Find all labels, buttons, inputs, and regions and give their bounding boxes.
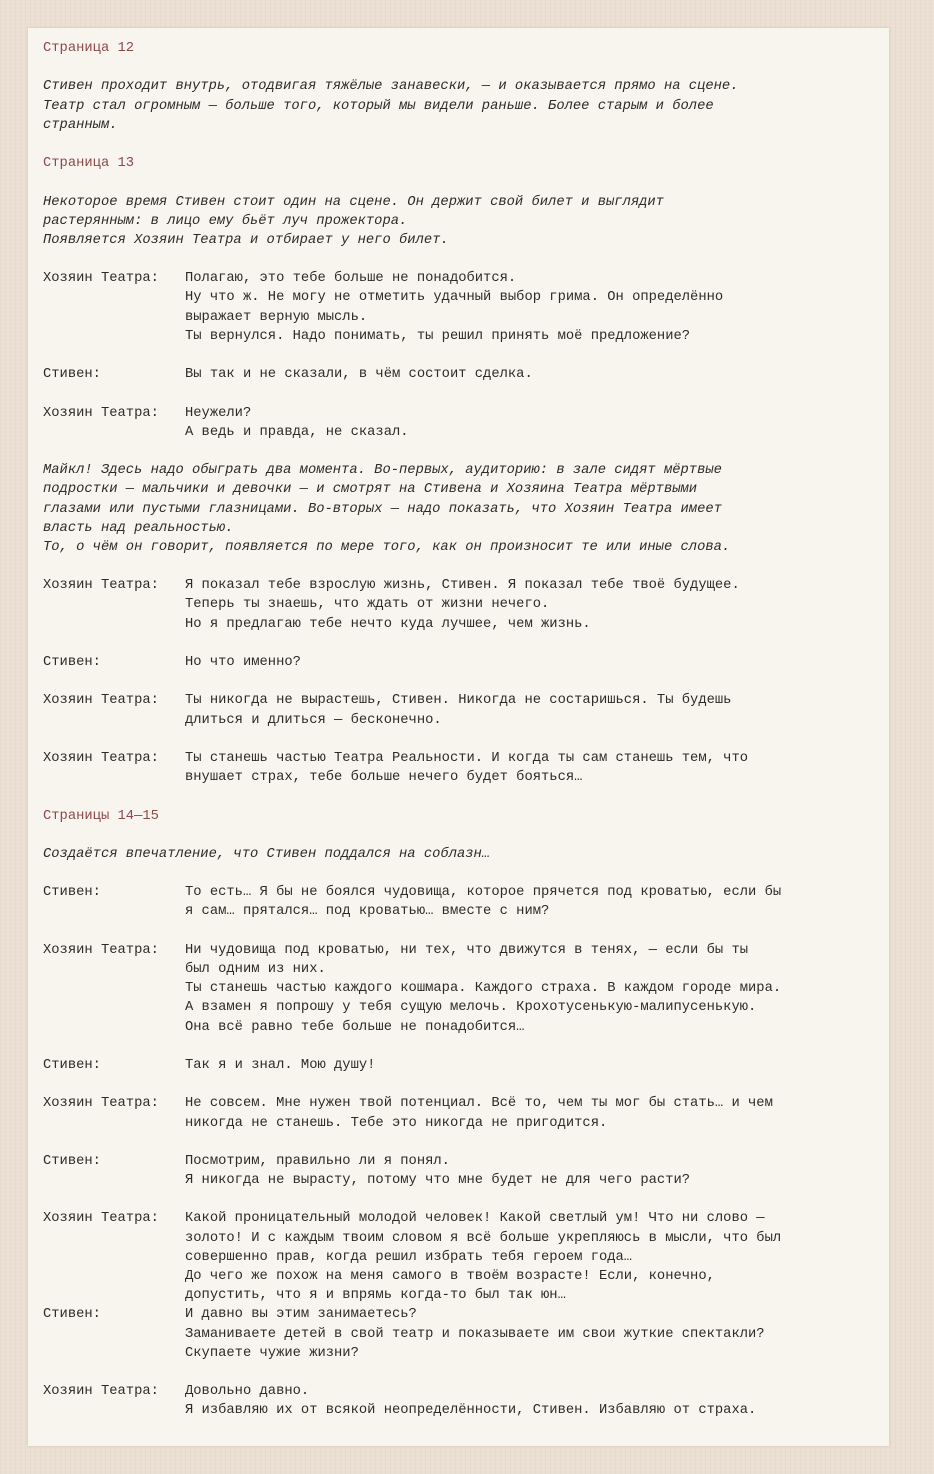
dialogue-line xyxy=(43,960,883,979)
script-page xyxy=(28,28,889,1446)
speaker-name: Хозяин Театра: xyxy=(43,578,159,594)
stage-direction-line: Появляется Хозяин Театра и отбирает у него билет. xyxy=(43,232,449,248)
blank-line xyxy=(43,346,883,365)
stage-direction-line: Создаётся впечатление, что Стивен поддался на соблазн… xyxy=(43,846,491,862)
blank-line xyxy=(43,1037,883,1056)
blank-line xyxy=(43,135,883,154)
blank-line xyxy=(43,730,883,749)
dialogue-text: Полагаю, это тебе больше не понадобится. xyxy=(185,271,517,287)
stage-direction-line: Майкл! Здесь надо обыграть два момента. Во-первых, аудиторию: в зале сидят мёртвые xyxy=(43,463,722,479)
dialogue-text: Вы так и не сказали, в чём состоит сделка. xyxy=(185,367,533,383)
dialogue-text: Ну что ж. Не могу не отметить удачный выбор грима. Он определённо xyxy=(185,290,724,306)
speaker-name: Хозяин Театра: xyxy=(43,693,159,709)
dialogue-line xyxy=(43,1056,883,1075)
dialogue-line xyxy=(43,595,883,614)
blank-line xyxy=(43,864,883,883)
dialogue-line xyxy=(43,941,883,960)
dialogue-text: Заманиваете детей в свой театр и показываете им свои жуткие спектакли? xyxy=(185,1326,765,1342)
dialogue-line xyxy=(43,979,883,998)
dialogue-line xyxy=(43,711,883,730)
dialogue-text: Какой проницательный молодой человек! Какой светлый ум! Что ни слово — xyxy=(185,1211,765,1227)
dialogue-text: совершенно прав, когда решил избрать тебя героем года… xyxy=(185,1249,633,1265)
dialogue-line xyxy=(43,902,883,921)
dialogue-text: Неужели? xyxy=(185,405,252,421)
dialogue-text: допустить, что я и впрямь когда-то был так юн… xyxy=(185,1288,566,1304)
speaker-name: Стивен: xyxy=(43,367,101,383)
stage-direction-line: подростки — мальчики и девочки — и смотрят на Стивена и Хозяина Театра мёртвыми xyxy=(43,482,698,498)
speaker-name: Стивен: xyxy=(43,1153,101,1169)
speaker-name: Хозяин Театра: xyxy=(43,405,159,421)
script-text xyxy=(43,39,883,1421)
dialogue-line xyxy=(43,1018,883,1037)
dialogue-line xyxy=(43,1401,883,1420)
dialogue-text: Теперь ты знаешь, что ждать от жизни нечего. xyxy=(185,597,550,613)
speaker-name: Хозяин Театра: xyxy=(43,1211,159,1227)
dialogue-line xyxy=(43,288,883,307)
dialogue-text: был одним из них. xyxy=(185,962,326,977)
dialogue-text: Скупаете чужие жизни? xyxy=(185,1345,359,1361)
dialogue-text: И давно вы этим занимаетесь? xyxy=(185,1307,417,1323)
dialogue-text: А ведь и правда, не сказал. xyxy=(185,424,409,440)
dialogue-line xyxy=(43,423,883,442)
speaker-name: Хозяин Театра: xyxy=(43,750,159,766)
dialogue-line xyxy=(43,365,883,384)
blank-line xyxy=(43,634,883,653)
dialogue-text: До чего же похож на меня самого в твоём возрасте! Если, конечно, xyxy=(185,1269,715,1284)
dialogue-text: никогда не станешь. Тебе это никогда не пригодится. xyxy=(185,1115,608,1131)
dialogue-text: Ты вернулся. Надо понимать, ты решил принять моё предложение? xyxy=(185,328,691,344)
speaker-name: Стивен: xyxy=(43,885,101,901)
dialogue-line xyxy=(43,576,883,595)
dialogue-text: внушает страх, тебе больше нечего будет бояться… xyxy=(185,770,583,786)
dialogue-line xyxy=(43,691,883,710)
blank-line xyxy=(43,1075,883,1094)
dialogue-text: выражает верную мысль. xyxy=(185,309,368,325)
dialogue-line xyxy=(43,1248,883,1267)
dialogue-text: Довольно давно. xyxy=(185,1384,310,1400)
dialogue-text: А взамен я попрошу у тебя сущую мелочь. Крохотусенькую-малипусенькую. xyxy=(185,1000,757,1016)
dialogue-line xyxy=(43,269,883,288)
blank-line xyxy=(43,442,883,461)
dialogue-text: я сам… прятался… под кроватью… вместе с ним? xyxy=(185,904,550,920)
stage-direction-line: растерянным: в лицо ему бьёт луч прожектора. xyxy=(43,213,408,229)
dialogue-text: То есть… Я бы не боялся чудовища, которое прячется под кроватью, если бы xyxy=(185,885,782,901)
dialogue-text: Но я предлагаю тебе нечто куда лучшее, чем жизнь. xyxy=(185,616,591,632)
dialogue-line xyxy=(43,1114,883,1133)
dialogue-line xyxy=(43,1305,883,1324)
dialogue-text: Ты станешь частью каждого кошмара. Каждого страха. В каждом городе мира. xyxy=(185,981,782,997)
stage-direction-line: То, о чём он говорит, появляется по мере того, как он произносит те или иные слова. xyxy=(43,539,731,555)
dialogue-line xyxy=(43,1286,883,1305)
blank-line xyxy=(43,384,883,403)
dialogue-text: длиться и длиться — бесконечно. xyxy=(185,712,442,728)
dialogue-line xyxy=(43,998,883,1017)
stage-direction-line: Стивен проходит внутрь, отодвигая тяжёлые занавески, — и оказывается прямо на сцене. xyxy=(43,79,739,95)
page-heading: Страница 12 xyxy=(43,41,135,56)
dialogue-line xyxy=(43,615,883,634)
dialogue-text: Так я и знал. Мою душу! xyxy=(185,1057,376,1073)
dialogue-text: Она всё равно тебе больше не понадобится… xyxy=(185,1019,525,1035)
dialogue-text: Не совсем. Мне нужен твой потенциал. Всё то, чем ты мог бы стать… и чем xyxy=(185,1096,773,1112)
stage-direction-line: Некоторое время Стивен стоит один на сцене. Он держит свой билет и выглядит xyxy=(43,194,664,210)
dialogue-line xyxy=(43,653,883,672)
dialogue-text: Посмотрим, правильно ли я понял. xyxy=(185,1153,450,1169)
dialogue-line xyxy=(43,1229,883,1248)
speaker-name: Хозяин Театра: xyxy=(43,1096,159,1112)
dialogue-line xyxy=(43,768,883,787)
blank-line xyxy=(43,1190,883,1209)
dialogue-line xyxy=(43,327,883,346)
dialogue-line xyxy=(43,1325,883,1344)
speaker-name: Хозяин Театра: xyxy=(43,271,159,287)
page-heading: Страницы 14—15 xyxy=(43,808,159,824)
blank-line xyxy=(43,1133,883,1152)
dialogue-line xyxy=(43,308,883,327)
speaker-name: Стивен: xyxy=(43,1307,101,1323)
dialogue-line xyxy=(43,1382,883,1401)
dialogue-line xyxy=(43,404,883,423)
dialogue-text: Ни чудовища под кроватью, ни тех, что движутся в тенях, — если бы ты xyxy=(185,942,749,958)
dialogue-text: золото! И с каждым твоим словом я всё больше укрепляюсь в мысли, что был xyxy=(185,1230,782,1246)
blank-line xyxy=(43,787,883,806)
dialogue-text: Ты никогда не вырастешь, Стивен. Никогда не состаришься. Ты будешь xyxy=(185,693,732,709)
dialogue-line xyxy=(43,883,883,902)
stage-direction-line: Театр стал огромным — больше того, который мы видели раньше. Более старым и более xyxy=(43,98,714,114)
page-heading: Страница 13 xyxy=(43,156,135,172)
speaker-name: Хозяин Театра: xyxy=(43,942,159,958)
dialogue-line xyxy=(43,1171,883,1190)
speaker-name: Стивен: xyxy=(43,1057,101,1073)
dialogue-text: Но что именно? xyxy=(185,655,301,670)
stage-direction-line: странным. xyxy=(43,117,118,133)
blank-line xyxy=(43,922,883,941)
dialogue-line xyxy=(43,1344,883,1363)
blank-line xyxy=(43,557,883,576)
blank-line xyxy=(43,672,883,691)
speaker-name: Хозяин Театра: xyxy=(43,1384,159,1400)
dialogue-line xyxy=(43,1267,883,1286)
dialogue-text: Я никогда не вырасту, потому что мне будет не для чего расти? xyxy=(185,1173,691,1189)
stage-direction-line: глазами или пустыми глазницами. Во-вторых — надо показать, что Хозяин Театра имеет xyxy=(43,501,722,517)
dialogue-line xyxy=(43,1209,883,1228)
blank-line xyxy=(43,826,883,845)
stage-direction-line: власть над реальностью. xyxy=(43,520,234,536)
blank-line xyxy=(43,173,883,192)
dialogue-text: Я показал тебе взрослую жизнь, Стивен. Я показал тебе твоё будущее. xyxy=(185,578,740,594)
dialogue-text: Я избавляю их от всякой неопределённости, Стивен. Избавляю от страха. xyxy=(185,1403,757,1419)
blank-line xyxy=(43,250,883,269)
speaker-name: Стивен: xyxy=(43,655,101,670)
blank-line xyxy=(43,58,883,77)
dialogue-text: Ты станешь частью Театра Реальности. И когда ты сам станешь тем, что xyxy=(185,750,749,766)
dialogue-line xyxy=(43,1152,883,1171)
dialogue-line xyxy=(43,749,883,768)
blank-line xyxy=(43,1363,883,1382)
dialogue-line xyxy=(43,1094,883,1113)
